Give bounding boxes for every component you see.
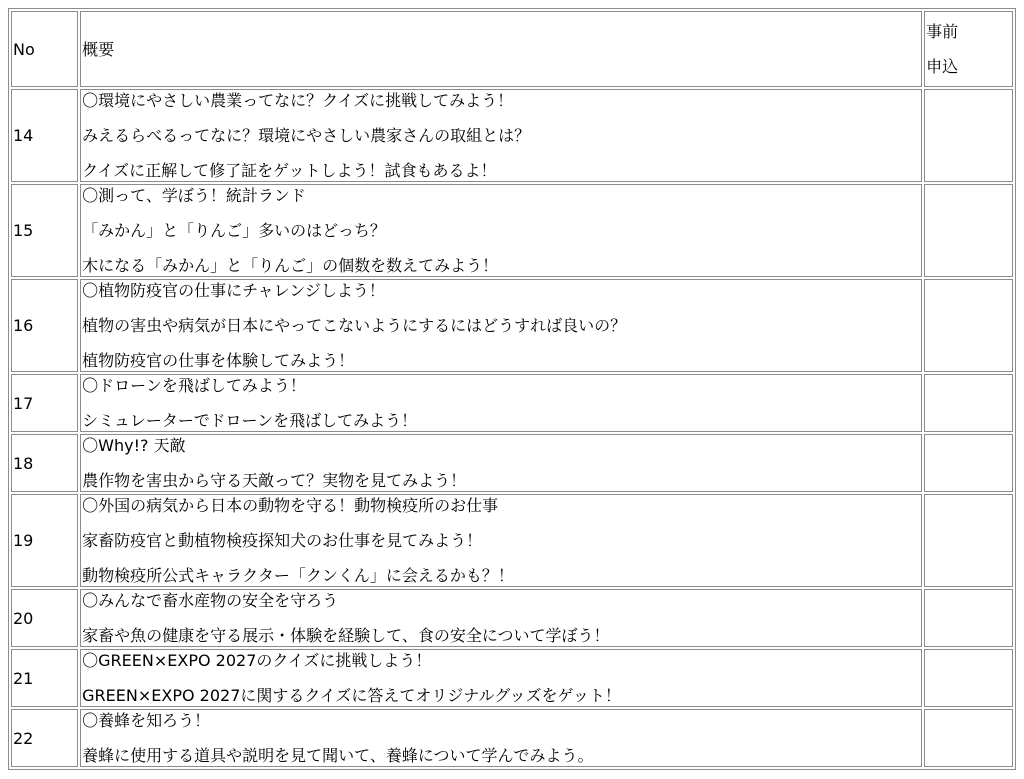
program-title: 〇環境にやさしい農業ってなに？クイズに挑戦してみよう！ — [82, 91, 514, 110]
row-pre-application — [924, 434, 1013, 492]
program-description-line: 動物検疫所公式キャラクター「クンくん」に会えるかも？！ — [82, 566, 514, 585]
table-row — [11, 279, 1013, 372]
row-pre-application — [924, 709, 1013, 767]
row-pre-application — [924, 184, 1013, 277]
program-title: 〇みんなで畜水産物の安全を守ろう — [82, 591, 339, 610]
program-description-line: GREEN×EXPO 2027に関するクイズに答えてオリジナルグッズをゲット！ — [82, 686, 621, 705]
row-summary — [80, 279, 922, 372]
header-pre-application-line: 事前 — [926, 22, 959, 41]
row-pre-application — [924, 589, 1013, 647]
program-title: 〇測って、学ぼう！統計ランド — [82, 186, 306, 205]
header-summary: 概要 — [80, 11, 922, 87]
row-number: 21 — [11, 649, 78, 707]
program-description-line: 養蜂に使用する道具や説明を見て聞いて、養蜂について学んでみよう。 — [82, 746, 594, 765]
program-description-line: 木になる「みかん」と「りんご」の個数を数えてみよう！ — [82, 256, 499, 275]
table-row — [11, 589, 1013, 647]
table-row — [11, 649, 1013, 707]
program-description-line: 家畜防疫官と動植物検疫探知犬のお仕事を見てみよう！ — [82, 531, 483, 550]
program-description-line: 植物防疫官の仕事を体験してみよう！ — [82, 351, 355, 370]
row-number: 15 — [11, 184, 78, 277]
program-description-line: シミュレーターでドローンを飛ばしてみよう！ — [82, 411, 418, 430]
row-pre-application — [924, 89, 1013, 182]
row-summary — [80, 494, 922, 587]
header-no: No — [11, 11, 78, 87]
program-description-line: 農作物を害虫から守る天敵って？実物を見てみよう！ — [82, 471, 467, 490]
row-number: 19 — [11, 494, 78, 587]
table-row — [11, 374, 1013, 432]
row-number: 16 — [11, 279, 78, 372]
table-header-row — [11, 11, 1013, 87]
row-number: 17 — [11, 374, 78, 432]
program-title: 〇外国の病気から日本の動物を守る！動物検疫所のお仕事 — [82, 496, 499, 515]
table-row — [11, 434, 1013, 492]
row-summary — [80, 374, 922, 432]
program-title: 〇Why!? 天敵 — [82, 436, 186, 455]
program-title: 〇ドローンを飛ばしてみよう！ — [82, 376, 306, 395]
row-summary — [80, 184, 922, 277]
row-number: 18 — [11, 434, 78, 492]
program-title: 〇GREEN×EXPO 2027のクイズに挑戦しよう！ — [82, 651, 432, 670]
table-row — [11, 709, 1013, 767]
row-summary — [80, 709, 922, 767]
row-summary — [80, 589, 922, 647]
program-description-line: クイズに正解して修了証をゲットしよう！試食もあるよ！ — [82, 161, 497, 180]
row-summary — [80, 89, 922, 182]
row-pre-application — [924, 279, 1013, 372]
program-description-line: みえるらべるってなに？環境にやさしい農家さんの取組とは？ — [82, 126, 531, 145]
header-pre-application — [924, 11, 1013, 87]
table-row — [11, 89, 1013, 182]
program-description-line: 家畜や魚の健康を守る展示・体験を経験して、食の安全について学ぼう！ — [82, 626, 610, 645]
row-summary — [80, 434, 922, 492]
table-row — [11, 494, 1013, 587]
row-number: 22 — [11, 709, 78, 767]
row-pre-application — [924, 374, 1013, 432]
program-table — [8, 8, 1016, 770]
program-description-line: 植物の害虫や病気が日本にやってこないようにするにはどうすれば良いの？ — [82, 316, 627, 335]
row-number: 20 — [11, 589, 78, 647]
program-description-line: 「みかん」と「りんご」多いのはどっち？ — [82, 221, 386, 240]
table-row — [11, 184, 1013, 277]
row-pre-application — [924, 649, 1013, 707]
row-pre-application — [924, 494, 1013, 587]
program-title: 〇養蜂を知ろう！ — [82, 711, 211, 730]
header-pre-application-line: 申込 — [926, 57, 959, 76]
row-number: 14 — [11, 89, 78, 182]
row-summary — [80, 649, 922, 707]
program-title: 〇植物防疫官の仕事にチャレンジしよう！ — [82, 281, 385, 300]
